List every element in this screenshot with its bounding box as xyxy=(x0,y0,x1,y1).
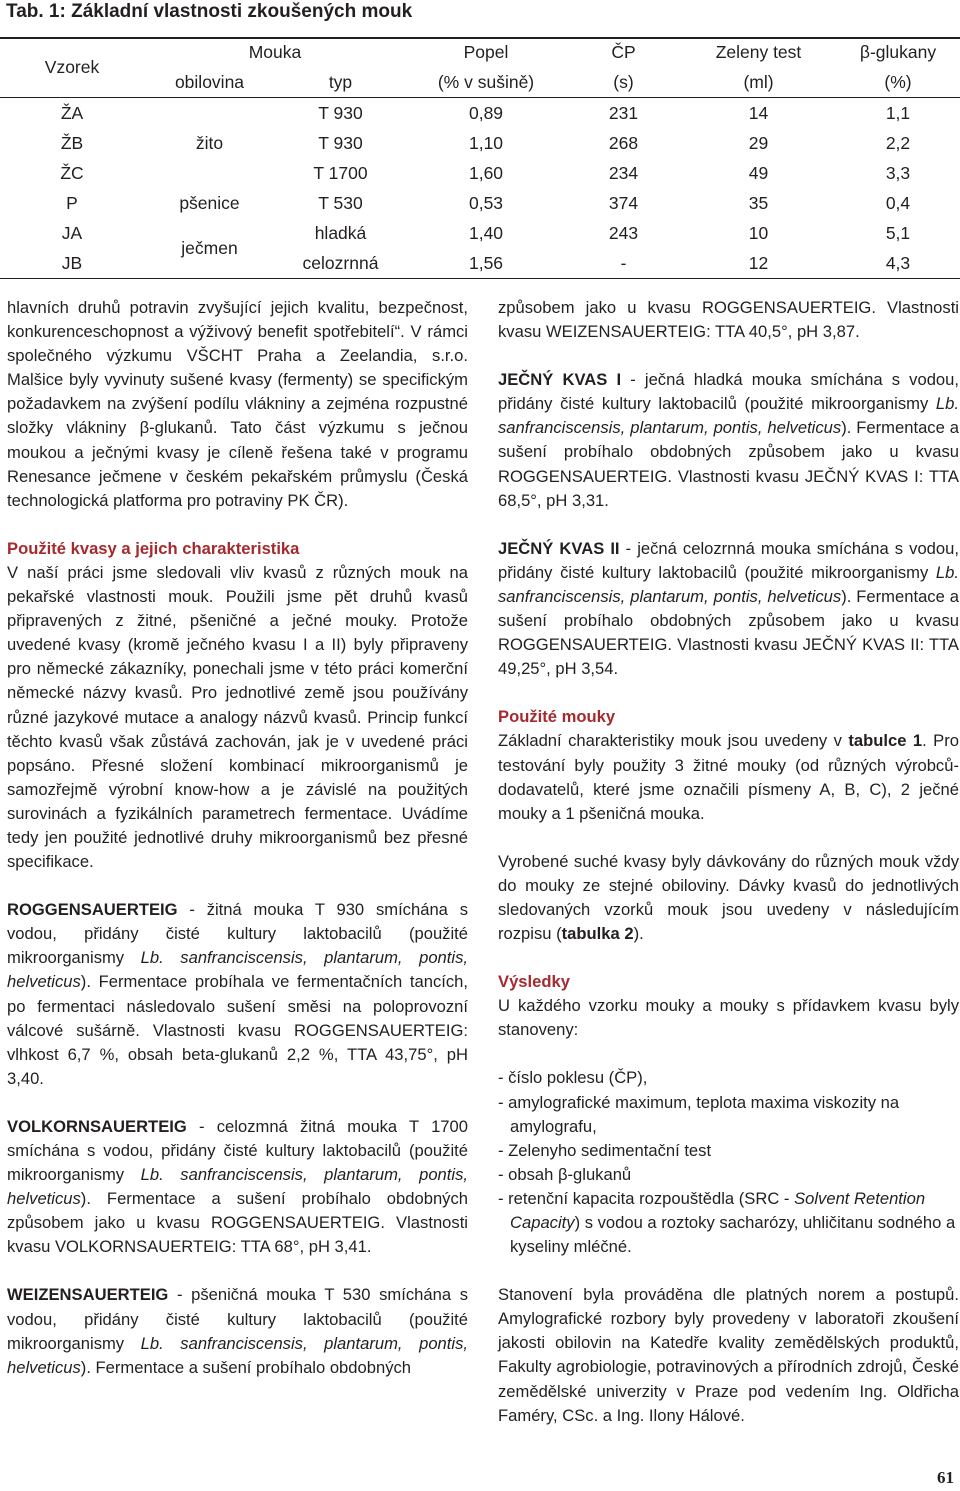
table2-reference: tabulka 2 xyxy=(561,924,634,944)
cell-beta: 5,1 xyxy=(885,223,911,243)
intro-paragraph: hlavních druhů potravin zvyšující jejich kvalitu, bezpečnost, konkurenceschopnost a výživový benefit spotřebitelí“. V rámci společného výzkumu VŠCHT Praha a Zeelandia, s.r.o. Malšice byly vyvinuty sušené kvasy (fermenty) se specifickým požadavkem na zvýšení podílu vlákniny a zejména rozpustné složky vlákniny β-glukanů. Tato část výzkumu s ječnou moukou a ječnými kvasy je cíleně řešena také v programu Renesance ječmene v českém pekařském průmyslu (Česká technologická platforma pro potraviny PK ČR). xyxy=(7,298,468,510)
page-number: 61 xyxy=(937,1468,954,1487)
cell-cp: 268 xyxy=(608,133,639,153)
cell-obilovina: ječmen xyxy=(144,218,275,279)
table-row xyxy=(0,188,960,218)
list-item: - Zelenyho sedimentační test xyxy=(498,1140,712,1160)
cell-popel: 1,10 xyxy=(468,133,504,153)
cell-popel: 1,40 xyxy=(468,223,504,243)
cell-cp: 374 xyxy=(608,193,639,213)
section-heading-mouky: Použité mouky xyxy=(498,707,616,727)
volk-paragraph: VOLKORNSAUERTEIG - celozmná žitná mouka T 1700 smíchána s vodou, přidány čisté kultury laktobacilů (použité mikroorganismy Lb. sanfranciscensis, plantarum, pontis, helveticus). Fermentace a sušení probíhalo obdobných způsobem jako u kvasu ROGGENSAUERTEIG. Vlastnosti kvasu VOLKORNSAUERTEIG: TTA 68°, pH 3,41. xyxy=(7,1116,468,1257)
measurements-list xyxy=(498,1066,959,1259)
cell-vzorek: JB xyxy=(0,248,144,279)
final-paragraph: Stanovení byla prováděna dle platných norem a postupů. Amylografické rozbory byly provedeny v laboratoři zkoušení jakosti obilovin na Katedře kvality zemědělských produktů, Fakulty agrobiologie, potravinových a přírodních zdrojů, České zemědělské univerzity v Praze pod vedením Ing. Oldřicha Faméry, CSc. a Ing. Ilony Hálové. xyxy=(498,1285,959,1425)
header-zeleny: Zeleny test xyxy=(715,42,802,62)
table1-reference: tabulce 1 xyxy=(848,731,923,751)
cell-typ: hladká xyxy=(314,223,367,243)
jecny2-name: JEČNÝ KVAS II xyxy=(498,538,620,558)
weizen-name: WEIZENSAUERTEIG xyxy=(7,1285,169,1305)
cell-popel: 0,89 xyxy=(468,103,504,123)
header-popel: Popel xyxy=(463,42,509,62)
cell-typ: T 930 xyxy=(318,103,363,123)
cell-cp: - xyxy=(566,248,681,279)
cell-vzorek: ŽB xyxy=(60,133,84,153)
list-item: - amylografické maximum, teplota maxima viskozity na amylografu, xyxy=(498,1092,900,1136)
cell-beta: 1,1 xyxy=(885,103,911,123)
jecny2-paragraph: JEČNÝ KVAS II - ječná celozrnná mouka smíchána s vodou, přidány čisté kultury laktobacilů (použité mikroorganismy Lb. sanfranciscensis, plantarum, pontis, helveticus). Fermentace a sušení probíhalo obdobných způsobem jako u kvasu ROGGENSAUERTEIG. Vlastnosti kvasu JEČNÝ KVAS II: TTA 49,25°, pH 3,54. xyxy=(498,538,959,679)
cell-typ: T 530 xyxy=(318,193,363,213)
jecny1-name: JEČNÝ KVAS I xyxy=(498,370,622,390)
cell-obilovina: žito xyxy=(195,133,224,153)
cell-cp: 231 xyxy=(608,103,639,123)
cell-zeleny: 49 xyxy=(748,163,769,183)
section-heading-kvasy: Použité kvasy a jejich charakteristika xyxy=(7,538,300,558)
weizen-paragraph: WEIZENSAUERTEIG - pšeničná mouka T 530 smíchána s vodou, přidány čisté kultury laktobacilů (použité mikroorganismy Lb. sanfranciscensis, plantarum, pontis, helveticus). Fermentace a sušení probíhalo obdobných xyxy=(7,1285,468,1377)
header-obilovina: obilovina xyxy=(144,67,275,98)
kvasy-paragraph: V naší práci jsme sledovali vliv kvasů z různých mouk na pekařské vlastnosti mouk. Použili jsme pět druhů kvasů připravených z žitné, pšeničné a ječné mouky. Protože uvedené kvasy (kromě ječného kvasu I a II) byly připraveny pro německé zákazníky, ponechali jsme v této práci komerční německé názvy kvasů. Pro jednotlivé země jsou používány různé jazykové mutace a analogy názvů kvasů. Princip funkcí těchto kvasů však zůstává zachován, jak je v uvedené práci popsáno. Přesné složení kombinací mikroorganismů je samozřejmě výrobní know-how a je závislé na použitých surovinách a fyzikálních parametrech fermentace. Uvádíme tedy jen použité jednotlivé druhy mikroorganismů bez přesné specifikace. xyxy=(7,562,468,872)
cell-popel: 0,53 xyxy=(468,193,504,213)
header-cp: ČP xyxy=(611,42,636,62)
dosing-paragraph: Vyrobené suché kvasy byly dávkovány do různých mouk vždy do mouky ze stejné obiloviny. Dávky kvasů do jednotlivých sledovaných vzorků mouk jsou uvedeny v následujícím rozpisu (tabulka 2). xyxy=(498,851,959,944)
cell-beta: 0,4 xyxy=(885,193,911,213)
cell-typ: T 930 xyxy=(318,133,363,153)
cell-typ: T 1700 xyxy=(313,163,368,183)
cell-zeleny: 29 xyxy=(748,133,769,153)
mouky-paragraph: Základní charakteristiky mouk jsou uvedeny v tabulce 1. Pro testování byly použity 3 žitné mouky (od různých výrobců-dodavatelů, které jsme označili písmeny A, B, C), 2 ječné mouky a 1 pšeničná mouka. xyxy=(498,731,959,823)
header-vzorek: Vzorek xyxy=(0,37,144,98)
right-column xyxy=(498,296,959,1428)
cell-cp: 243 xyxy=(608,223,639,243)
table-caption: Tab. 1: Základní vlastnosti zkoušených mouk xyxy=(6,1,413,22)
cell-vzorek: JA xyxy=(61,223,83,243)
list-item: - retenční kapacita rozpouštědla (SRC - Solvent Retention Capacity) s vodou a roztoky sacharózy, uhličitanu sodného a kyseliny mléčné. xyxy=(498,1188,956,1257)
volk-name: VOLKORNSAUERTEIG xyxy=(7,1116,187,1136)
header-beta: β-glukany xyxy=(859,42,937,62)
cell-vzorek: P xyxy=(66,193,78,213)
list-item: - číslo poklesu (ČP), xyxy=(498,1068,648,1088)
jecny1-paragraph: JEČNÝ KVAS I - ječná hladká mouka smíchána s vodou, přidány čisté kultury laktobacilů (použité mikroorganismy Lb. sanfranciscensis, plantarum, pontis, helveticus). Fermentace a sušení probíhalo obdobných způsobem jako u kvasu ROGGENSAUERTEIG. Vlastnosti kvasu JEČNÝ KVAS I: TTA 68,5°, pH 3,31. xyxy=(498,370,959,510)
cell-vzorek: ŽA xyxy=(60,103,84,123)
cell-zeleny: 12 xyxy=(681,248,836,279)
cell-cp: 234 xyxy=(608,163,639,183)
list-item: - obsah β-glukanů xyxy=(498,1164,632,1184)
header-popel-unit: (% v sušině) xyxy=(406,67,566,98)
cell-zeleny: 14 xyxy=(748,103,769,123)
cell-popel: 1,60 xyxy=(468,163,504,183)
cell-obilovina: pšenice xyxy=(179,193,240,213)
flour-properties-table xyxy=(0,37,960,279)
results-paragraph: U každého vzorku mouky a mouky s přídavkem kvasu byly stanoveny: xyxy=(498,996,959,1040)
cell-zeleny: 35 xyxy=(748,193,769,213)
cell-beta: 3,3 xyxy=(885,163,911,183)
header-typ: typ xyxy=(275,67,406,98)
header-mouka: Mouka xyxy=(248,42,302,62)
cell-zeleny: 10 xyxy=(748,223,769,243)
cell-beta: 2,2 xyxy=(885,133,911,153)
cell-popel: 1,56 xyxy=(406,248,566,279)
cell-vzorek: ŽC xyxy=(60,163,84,183)
header-zeleny-unit: (ml) xyxy=(681,67,836,98)
cell-beta: 4,3 xyxy=(836,248,960,279)
header-cp-unit: (s) xyxy=(566,67,681,98)
cell-typ: celozrnná xyxy=(275,248,406,279)
section-heading-vysledky: Výsledky xyxy=(498,972,570,992)
roggen-paragraph: ROGGENSAUERTEIG - žitná mouka T 930 smíchána s vodou, přidány čisté kultury laktobacilů (použité mikroorganismy Lb. sanfranciscensis, plantarum, pontis, helveticus). Fermentace probíhala ve fermentačních tancích, po fermentaci následovalo sušení směsi na poloprovozní válcové sušárně. Vlastnosti kvasu ROGGENSAUERTEIG: vlhkost 6,7 %, obsah beta-glukanů 2,2 %, TTA 43,75°, pH 3,40. xyxy=(7,900,468,1088)
table-row xyxy=(0,218,960,248)
header-beta-unit: (%) xyxy=(836,67,960,98)
table-row xyxy=(0,98,960,129)
left-column xyxy=(7,296,468,1380)
roggen-name: ROGGENSAUERTEIG xyxy=(7,900,178,920)
weizen-continued: způsobem jako u kvasu ROGGENSAUERTEIG. Vlastnosti kvasu WEIZENSAUERTEIG: TTA 40,5°, pH 3,87. xyxy=(498,298,959,342)
